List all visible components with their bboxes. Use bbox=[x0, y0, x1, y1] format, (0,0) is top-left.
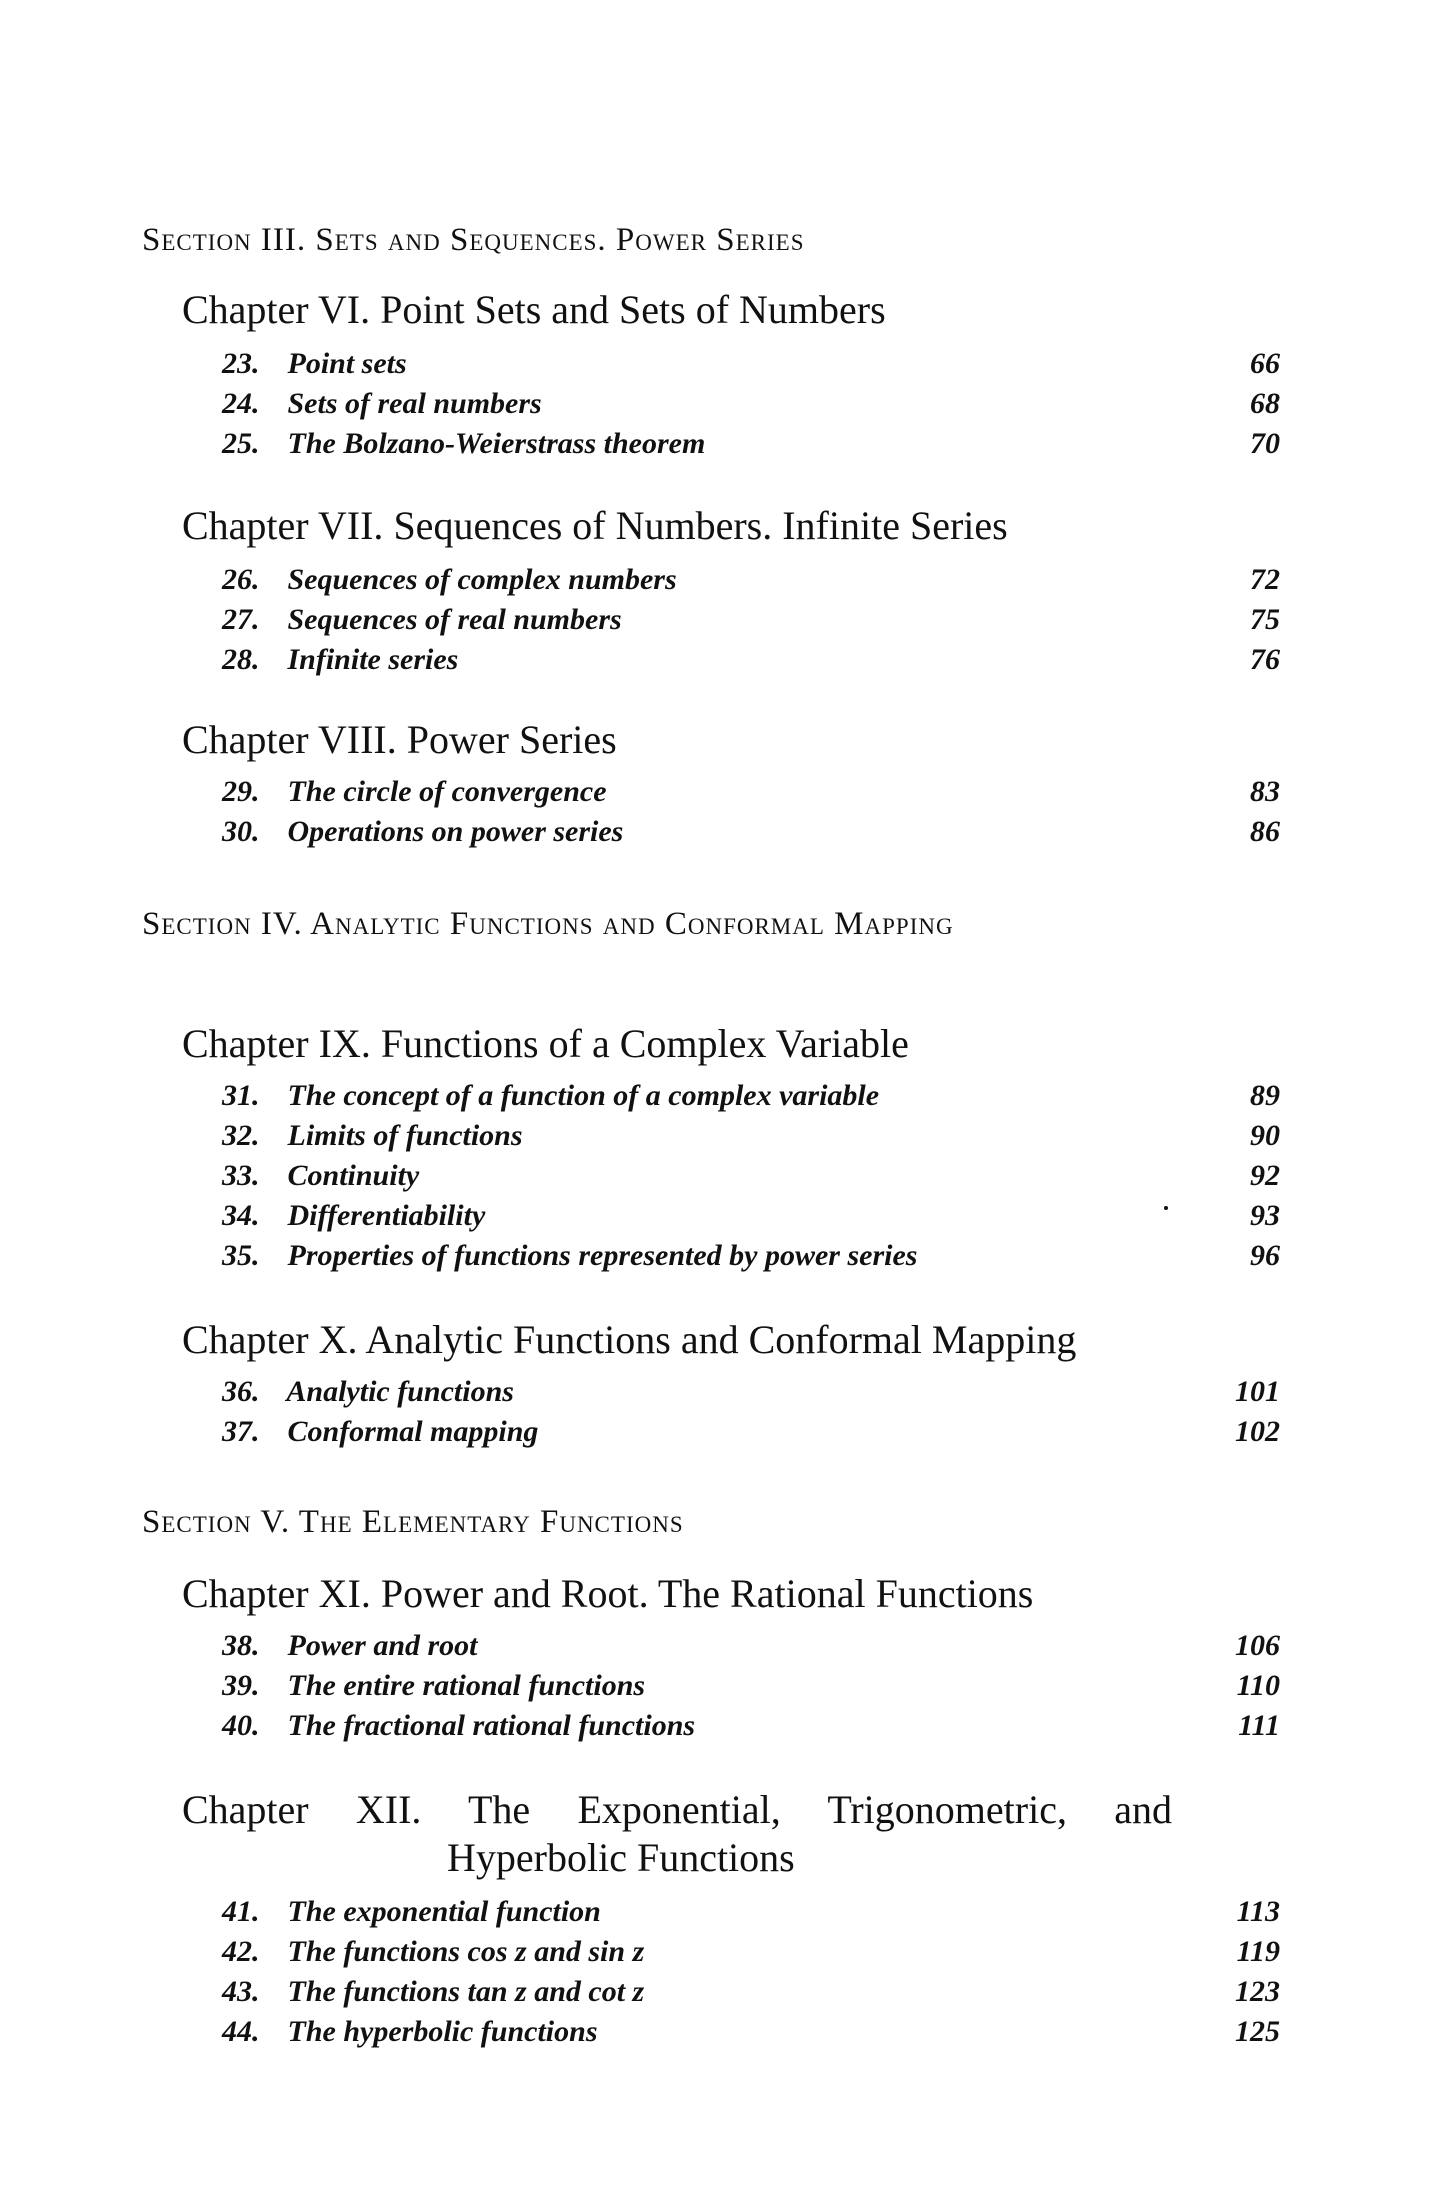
entry-number: 31. bbox=[222, 1079, 260, 1112]
entry-page: 86 bbox=[1250, 815, 1280, 848]
entry-title: The entire rational functions bbox=[287, 1669, 646, 1702]
entry-page: 113 bbox=[1236, 1895, 1280, 1928]
entry-page: 119 bbox=[1236, 1935, 1280, 1968]
toc-entry[interactable] bbox=[222, 1972, 1280, 2012]
toc-entry[interactable] bbox=[222, 560, 1280, 600]
entry-title: Analytic functions bbox=[286, 1375, 514, 1408]
toc-entry[interactable] bbox=[222, 1076, 1280, 1116]
toc-entry[interactable] bbox=[222, 384, 1280, 424]
entry-title: Conformal mapping bbox=[287, 1415, 539, 1448]
entry-title: Power and root bbox=[287, 1629, 478, 1662]
entry-number: 36. bbox=[222, 1375, 260, 1408]
entry-page: 89 bbox=[1250, 1079, 1280, 1112]
toc-entry[interactable] bbox=[222, 1236, 1280, 1276]
toc-entry[interactable] bbox=[222, 1412, 1280, 1452]
entry-number: 33. bbox=[222, 1159, 260, 1192]
entry-title: Sequences of real numbers bbox=[287, 603, 622, 636]
entry-number: 24. bbox=[222, 387, 260, 420]
chapter-number: Chapter VI. bbox=[182, 287, 371, 332]
chapter-number: Chapter XI. bbox=[182, 1571, 371, 1616]
entry-title: Infinite series bbox=[287, 643, 459, 676]
section-heading: Section III. Sets and Sequences. Power Series bbox=[142, 222, 805, 258]
entry-page: 111 bbox=[1238, 1709, 1280, 1742]
chapter-title-continued: Hyperbolic Functions bbox=[447, 1835, 795, 1880]
chapter-title: Point Sets and Sets of Numbers bbox=[380, 287, 886, 332]
entry-page: 110 bbox=[1236, 1669, 1280, 1702]
chapter-number: Chapter XII. bbox=[182, 1787, 422, 1832]
toc-entry[interactable] bbox=[222, 1626, 1280, 1666]
chapter-title: Analytic Functions and Conformal Mapping bbox=[365, 1317, 1077, 1362]
entry-number: 25. bbox=[222, 427, 260, 460]
entry-number: 32. bbox=[222, 1119, 260, 1152]
entry-page: 125 bbox=[1235, 2015, 1280, 2048]
chapter-number: Chapter VII. bbox=[182, 503, 384, 548]
entry-number: 39. bbox=[222, 1669, 260, 1702]
entry-page: 83 bbox=[1250, 775, 1280, 808]
chapter-title: The Exponential, Trigonometric, and bbox=[468, 1787, 1172, 1832]
chapter-number: Chapter X. bbox=[182, 1317, 358, 1362]
entry-title: The Bolzano-Weierstrass theorem bbox=[287, 427, 706, 460]
toc-entry[interactable] bbox=[222, 1156, 1280, 1196]
print-speck bbox=[1164, 1206, 1168, 1210]
entry-page: 66 bbox=[1250, 347, 1280, 380]
toc-entry[interactable] bbox=[222, 1196, 1280, 1236]
chapter-heading bbox=[182, 286, 1202, 334]
entry-title: The circle of convergence bbox=[287, 775, 607, 808]
chapter-heading bbox=[182, 1786, 1202, 1882]
toc-entry[interactable] bbox=[222, 640, 1280, 680]
section-heading: Section IV. Analytic Functions and Conformal Mapping bbox=[142, 906, 954, 942]
entry-title: The exponential function bbox=[287, 1895, 601, 1928]
chapter-number: Chapter IX. bbox=[182, 1021, 371, 1066]
entry-number: 29. bbox=[222, 775, 260, 808]
chapter-title: Power Series bbox=[406, 717, 617, 762]
entry-page: 102 bbox=[1235, 1415, 1280, 1448]
entry-title: Point sets bbox=[287, 347, 407, 380]
entry-number: 30. bbox=[222, 815, 260, 848]
chapter-heading bbox=[182, 716, 1202, 764]
chapter-title: Power and Root. The Rational Functions bbox=[380, 1571, 1034, 1616]
entry-number: 42. bbox=[222, 1935, 260, 1968]
entry-title: The concept of a function of a complex variable bbox=[287, 1079, 880, 1112]
entry-number: 38. bbox=[222, 1629, 260, 1662]
entry-number: 26. bbox=[222, 563, 260, 596]
chapter-heading bbox=[182, 1020, 1202, 1068]
entry-title: Continuity bbox=[287, 1159, 420, 1192]
entry-number: 23. bbox=[222, 347, 260, 380]
section-heading: Section V. The Elementary Functions bbox=[142, 1504, 684, 1540]
toc-entry[interactable] bbox=[222, 812, 1280, 852]
entry-page: 68 bbox=[1250, 387, 1280, 420]
toc-entry[interactable] bbox=[222, 1116, 1280, 1156]
entry-number: 40. bbox=[222, 1709, 260, 1742]
toc-entry[interactable] bbox=[222, 1666, 1280, 1706]
entry-title: Sequences of complex numbers bbox=[287, 563, 677, 596]
entry-number: 43. bbox=[222, 1975, 260, 2008]
entry-title: Limits of functions bbox=[287, 1119, 523, 1152]
entry-number: 28. bbox=[222, 643, 260, 676]
entry-number: 34. bbox=[222, 1199, 260, 1232]
entry-page: 76 bbox=[1250, 643, 1280, 676]
toc-entry[interactable] bbox=[222, 600, 1280, 640]
entry-page: 96 bbox=[1250, 1239, 1280, 1272]
entry-page: 106 bbox=[1235, 1629, 1280, 1662]
entry-page: 101 bbox=[1235, 1375, 1280, 1408]
toc-entry[interactable] bbox=[222, 1372, 1280, 1412]
toc-entry[interactable] bbox=[222, 772, 1280, 812]
entry-title: The hyperbolic functions bbox=[287, 2015, 598, 2048]
entry-number: 44. bbox=[222, 2015, 260, 2048]
toc-entry[interactable] bbox=[222, 424, 1280, 464]
entry-title: Properties of functions represented by power series bbox=[287, 1239, 918, 1272]
entry-number: 37. bbox=[222, 1415, 260, 1448]
toc-entry[interactable] bbox=[222, 344, 1280, 384]
entry-title: Differentiability bbox=[287, 1199, 486, 1232]
entry-page: 93 bbox=[1250, 1199, 1280, 1232]
toc-entry[interactable] bbox=[222, 2012, 1280, 2052]
entry-title: The functions cos z and sin z bbox=[287, 1935, 645, 1968]
chapter-title: Sequences of Numbers. Infinite Series bbox=[393, 503, 1008, 548]
toc-entry[interactable] bbox=[222, 1932, 1280, 1972]
entry-title: The fractional rational functions bbox=[287, 1709, 696, 1742]
chapter-title: Functions of a Complex Variable bbox=[380, 1021, 909, 1066]
toc-entry[interactable] bbox=[222, 1892, 1280, 1932]
entry-number: 35. bbox=[222, 1239, 260, 1272]
entry-page: 92 bbox=[1250, 1159, 1280, 1192]
entry-number: 27. bbox=[222, 603, 260, 636]
entry-title: The functions tan z and cot z bbox=[287, 1975, 645, 2008]
entry-page: 72 bbox=[1250, 563, 1280, 596]
entry-title: Sets of real numbers bbox=[287, 387, 542, 420]
toc-entry[interactable] bbox=[222, 1706, 1280, 1746]
entry-title: Operations on power series bbox=[287, 815, 624, 848]
entry-page: 70 bbox=[1250, 427, 1280, 460]
entry-page: 123 bbox=[1235, 1975, 1280, 2008]
chapter-heading bbox=[182, 1316, 1202, 1364]
entry-page: 75 bbox=[1250, 603, 1280, 636]
chapter-heading bbox=[182, 1570, 1202, 1618]
entry-number: 41. bbox=[222, 1895, 260, 1928]
entry-page: 90 bbox=[1250, 1119, 1280, 1152]
chapter-heading bbox=[182, 502, 1202, 550]
chapter-heading-line1 bbox=[182, 1786, 1172, 1834]
chapter-number: Chapter VIII. bbox=[182, 717, 397, 762]
